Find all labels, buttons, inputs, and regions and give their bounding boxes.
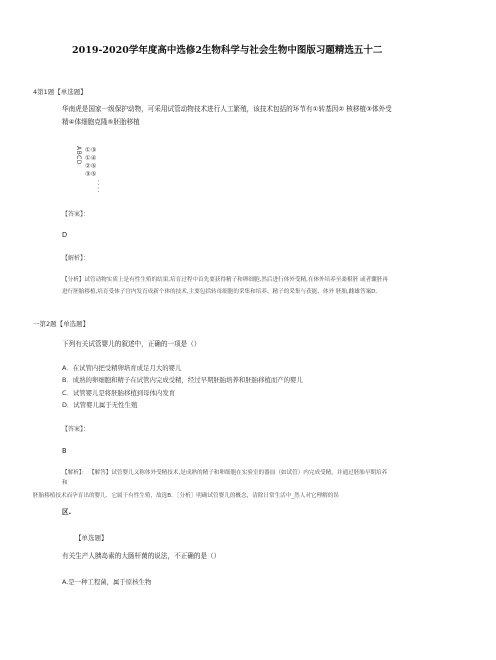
question-2-analysis-line-2: 胚胎移植技术而孕育出的婴儿．它属于有性生殖，故选B．［分析］明确试管婴儿的概念，清除日常生活中_然人对它理解的误 xyxy=(33,493,339,499)
question-2-header: 第2题【单选题】 xyxy=(39,320,90,328)
question-1-answer-label: 【答案】： xyxy=(62,211,90,218)
question-3-header: 【单选题】 xyxy=(75,534,108,542)
question-1-answer: D xyxy=(62,231,68,239)
question-1-analysis-label: 【解析】： xyxy=(62,255,90,262)
page-title: 2019-2020学年度高中选修2生物科学与社会生物中图版习题精选五十二 xyxy=(72,45,383,56)
question-2-answer-label: 【答案】： xyxy=(62,426,90,433)
option-circle-c: ②⑤ xyxy=(85,162,97,170)
question-1-analysis-line-1: 【分析】试管动物实质上是有性生殖的结果,培育过程中首先要获得精子和卵细胞,然后进行体外受精,在体外培养至桑椹胚 或者囊胚再 xyxy=(62,277,388,283)
option-letters: ABCD xyxy=(75,146,82,165)
question-2-analysis-line-1: 【解析】： 【解答】试管婴儿又称体外受精技术,是成熟的精子和卵细胞在实验室的器皿（如试管）内完成受精，并通过胚胎早期培养 xyxy=(62,470,388,476)
question-1-header: 4第1题【单选题】 xyxy=(33,88,87,96)
question-2-option-c: C．试管婴儿是将胚胎移植到母体内发育 xyxy=(62,389,176,397)
option-circle-b: ①④ xyxy=(85,154,97,162)
option-circle-a: ①③ xyxy=(85,146,97,154)
question-2-header-prefix: 一 xyxy=(33,320,40,328)
question-2-option-b: B．成熟的卵细胞和精子在试管内完成受精，经过早期胚胎培养和胚胎移植而产的婴儿 xyxy=(62,376,303,384)
question-2-analysis-line-3: 区. xyxy=(62,508,72,516)
question-2-analysis-line-1b: 和 xyxy=(62,480,68,486)
question-2-option-a: A．在试管内把受精卵培育成足月大的婴儿 xyxy=(62,364,182,372)
question-3-stem: 有关生产人胰岛素的大肠杆菌的说法，不正确的是（） xyxy=(62,552,221,560)
question-1-analysis-line-2: 进行胚胎移植,培育受体子宫内发育成新个体的技术,主要包括转母细胞的采集和培养、精子的采集与获能、体外 胚胎,雌雄答案D. xyxy=(62,289,378,295)
question-2-option-d: D．试管婴儿属于无性生殖 xyxy=(62,401,138,409)
question-1-stem-line-1: 华南虎是国家一级保护动物，可采用试管动物技术进行人工繁殖，该技术包括的环节有①转基因② 核移植③体外受 xyxy=(62,105,392,113)
question-3-option-a: A.是一种工程菌，属于原核生物 xyxy=(62,578,152,586)
option-circle-d: ③⑤ xyxy=(85,170,97,178)
option-tail: 、、、、 xyxy=(92,180,99,197)
question-1-stem-line-2: 精④体细胞克隆⑤胚胎移植 xyxy=(62,118,140,126)
question-2-answer: B xyxy=(62,447,67,455)
question-2-stem: 下列有关试管婴儿的叙述中，正确的一项是（） xyxy=(62,340,201,348)
